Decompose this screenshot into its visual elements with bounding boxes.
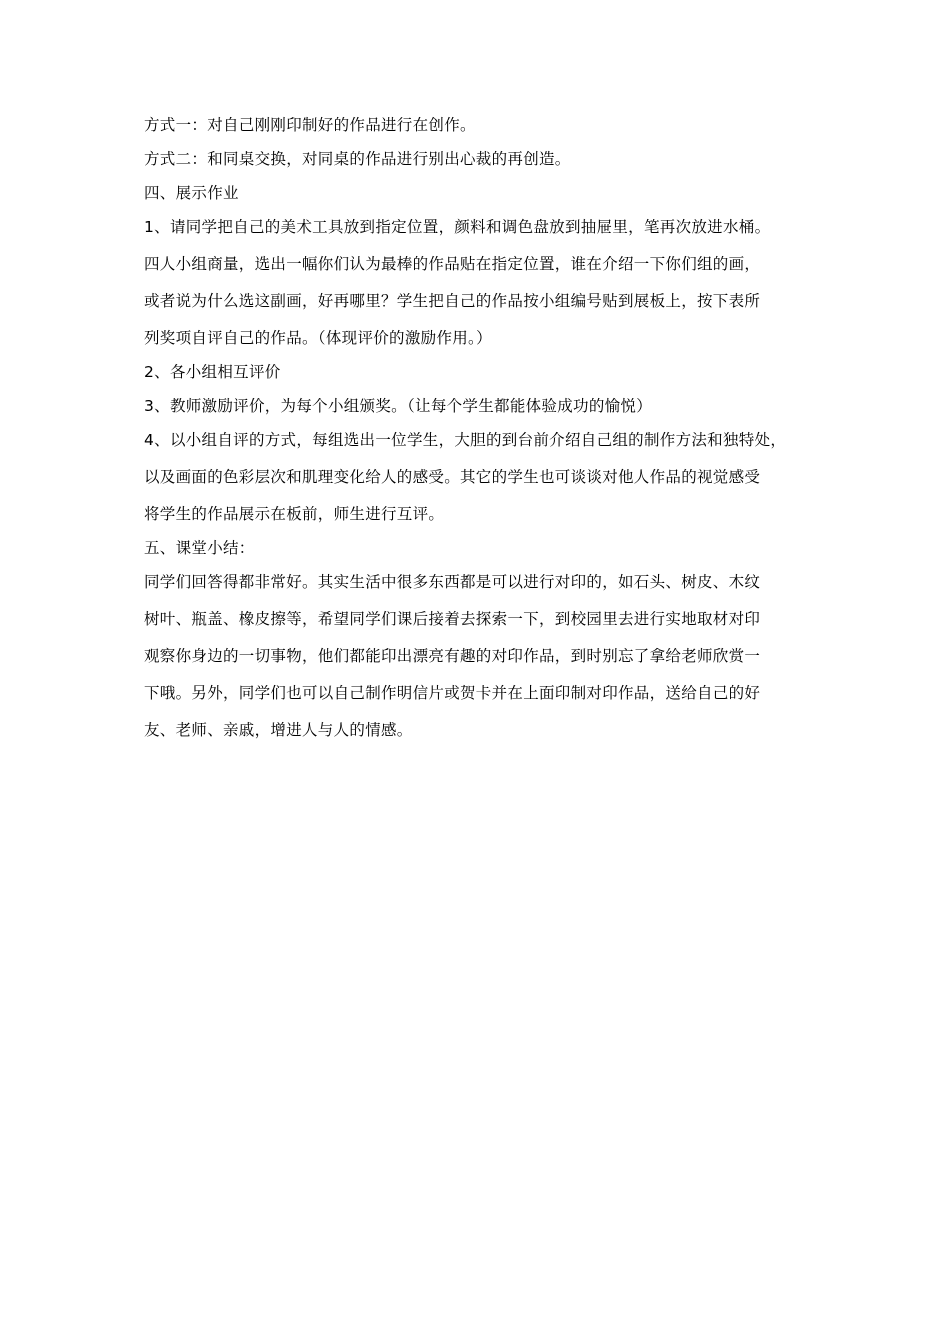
text-line: 将学生的作品展示在板前，师生进行互评。 bbox=[144, 505, 445, 523]
text-line: 3、教师激励评价，为每个小组颁奖。（让每个学生都能体验成功的愉悦） bbox=[144, 397, 653, 415]
text-line: 方式一：对自己刚刚印制好的作品进行在创作。 bbox=[144, 116, 476, 134]
text-line: 同学们回答得都非常好。其实生活中很多东西都是可以进行对印的，如石头、树皮、木纹 bbox=[144, 573, 761, 591]
section-heading: 四、展示作业 bbox=[144, 184, 239, 202]
text-line: 方式二：和同桌交换，对同桌的作品进行别出心裁的再创造。 bbox=[144, 150, 571, 168]
text-line: 列奖项自评自己的作品。（体现评价的激励作用。） bbox=[144, 329, 492, 347]
text-line: 四人小组商量，选出一幅你们认为最棒的作品贴在指定位置，谁在介绍一下你们组的画， bbox=[144, 255, 761, 273]
text-line: 或者说为什么选这副画，好再哪里？学生把自己的作品按小组编号贴到展板上，按下表所 bbox=[144, 292, 761, 310]
text-line: 友、老师、亲戚，增进人与人的情感。 bbox=[144, 721, 413, 739]
text-line: 1、请同学把自己的美术工具放到指定位置，颜料和调色盘放到抽屉里，笔再次放进水桶。 bbox=[144, 218, 771, 236]
text-line: 观察你身边的一切事物，他们都能印出漂亮有趣的对印作品，到时别忘了拿给老师欣赏一 bbox=[144, 647, 761, 665]
text-line: 以及画面的色彩层次和肌理变化给人的感受。其它的学生也可谈谈对他人作品的视觉感受 bbox=[144, 468, 761, 486]
document-body bbox=[144, 114, 816, 741]
section-heading: 五、课堂小结： bbox=[144, 539, 255, 557]
text-line: 树叶、瓶盖、橡皮擦等，希望同学们课后接着去探索一下，到校园里去进行实地取材对印 bbox=[144, 610, 761, 628]
text-line: 2、各小组相互评价 bbox=[144, 363, 281, 381]
text-line: 下哦。另外，同学们也可以自己制作明信片或贺卡并在上面印制对印作品，送给自己的好 bbox=[144, 684, 761, 702]
text-line: 4、以小组自评的方式，每组选出一位学生，大胆的到台前介绍自己组的制作方法和独特处， bbox=[144, 431, 787, 449]
